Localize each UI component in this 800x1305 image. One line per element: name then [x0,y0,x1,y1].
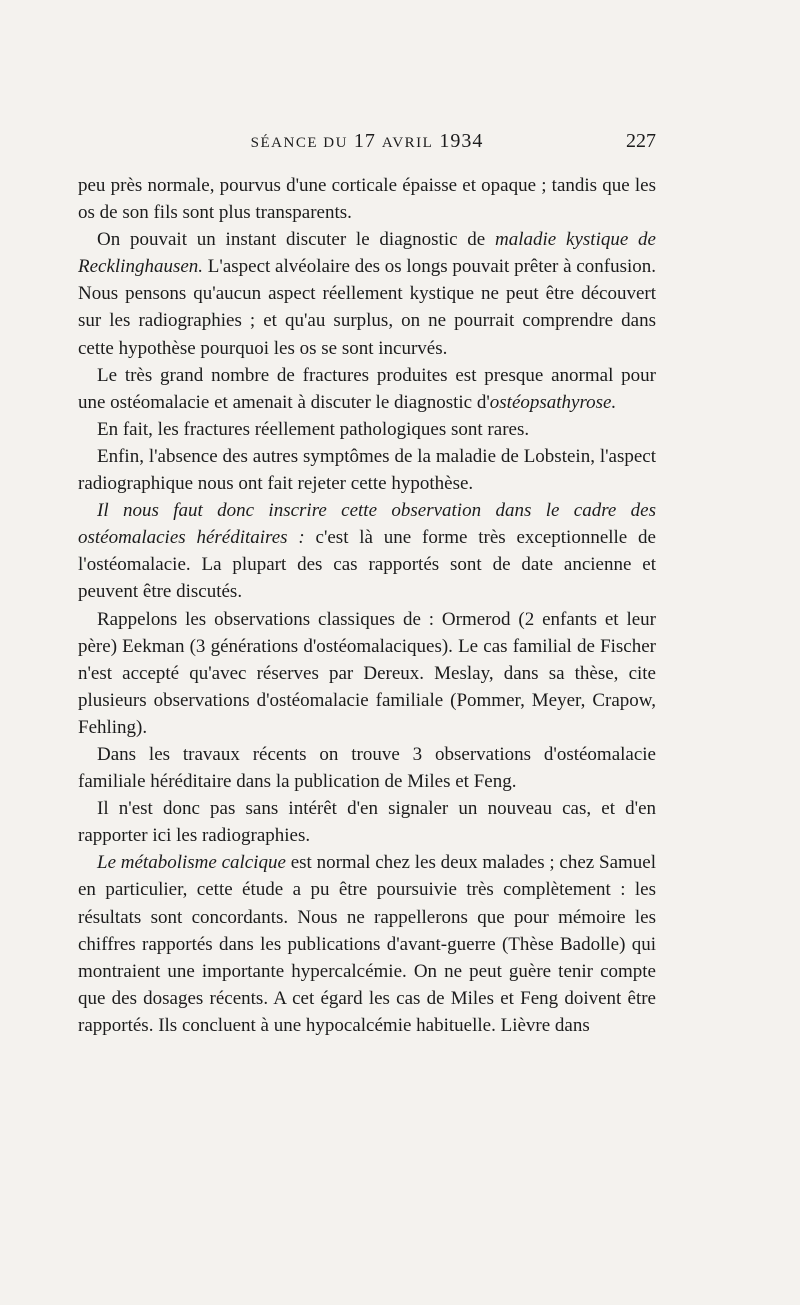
paragraph-text: Il n'est donc pas sans intérêt d'en signaler un nouveau cas, et d'en rapporter ici les radiographies. [78,798,656,847]
paragraph-text: peu près normale, pourvus d'une corticale épaisse et opaque ; tandis que les os de son fils sont plus transparents. [78,175,656,224]
italic-text: ostéopsathyrose. [489,391,617,413]
paragraph [78,443,656,497]
running-title-seance: SÉANCE DU [250,135,348,151]
paragraph-text: c'est là une forme très exceptionnelle de l'ostéomalacie. La plupart des cas rapportés sont de date ancienne et peuvent être discutés. [78,527,656,603]
italic-text: Le métabolisme calcique [97,852,286,874]
paragraph-text: On pouvait un instant discuter le diagnostic de [97,229,496,251]
paragraph-text: est normal chez les deux malades ; chez Samuel en particulier, cette étude a pu être poursuivie très complètement : les résultats sont concordants. Nous ne rappellerons que pour mémoire les chiffres rapportés dans les publications d'avant-guerre (Thèse Badolle) qui montraient une importante hypercalcémie. On ne peut guère tenir compte que des dosages récents. A cet égard les cas de Miles et Feng doivent être rapportés. Ils concluent à une hypocalcémie habituelle. Lièvre dans [78,852,656,1036]
paragraph-text: Rappelons les observations classiques de : Ormerod (2 enfants et leur père) Eekman (3 générations d'ostéomalaciques). Le cas familial de Fischer n'est accepté qu'avec réserves par Dereux. Meslay, dans sa thèse, cite plusieurs observations d'ostéomalacie familiale (Pommer, Meyer, Crapow, Fehling). [78,608,656,738]
running-title-day: 17 [353,130,376,152]
paragraph [78,741,656,795]
running-title [78,130,656,153]
running-title-month: AVRIL [381,135,434,151]
body-text [78,172,656,1039]
paragraph-text: Enfin, l'absence des autres symptômes de la maladie de Lobstein, l'aspect radiographique nous ont fait rejeter cette hypothèse. [78,445,656,495]
paragraph-text: Dans les travaux récents on trouve 3 observations d'ostéomalacie familiale héréditaire dans la publication de Miles et Feng. [78,743,656,793]
page-number: 227 [626,130,656,152]
paragraph-text: L'aspect alvéolaire des os longs pouvait prêter à confusion. Nous pensons qu'aucun aspect réellement kystique ne peut être découvert sur les radiographies ; et qu'au surplus, on ne pourrait comprendre dans cette hypothèse pourquoi les os se sont incurvés. [78,256,656,359]
paragraph [78,497,656,605]
italic-text: maladie kystique de Recklinghausen. [78,229,656,278]
paragraph [78,416,656,443]
paragraph [78,795,656,849]
paragraph-text: Le très grand nombre de fractures produites est presque anormal pour une ostéomalacie et amenait à discuter le diagnostic d' [78,364,656,413]
paragraph [78,172,656,226]
paragraph-text: En fait, les fractures réellement pathologiques sont rares. [97,418,530,440]
page-header [78,130,656,162]
paragraph [78,362,656,416]
paragraph [78,849,656,1039]
paragraph [78,226,656,361]
paragraph [78,606,656,741]
italic-text: Il nous faut donc inscrire cette observation dans le cadre des ostéomalacies héréditaires : [78,500,656,549]
document-page [78,130,656,1039]
running-title-year: 1934 [439,130,484,152]
